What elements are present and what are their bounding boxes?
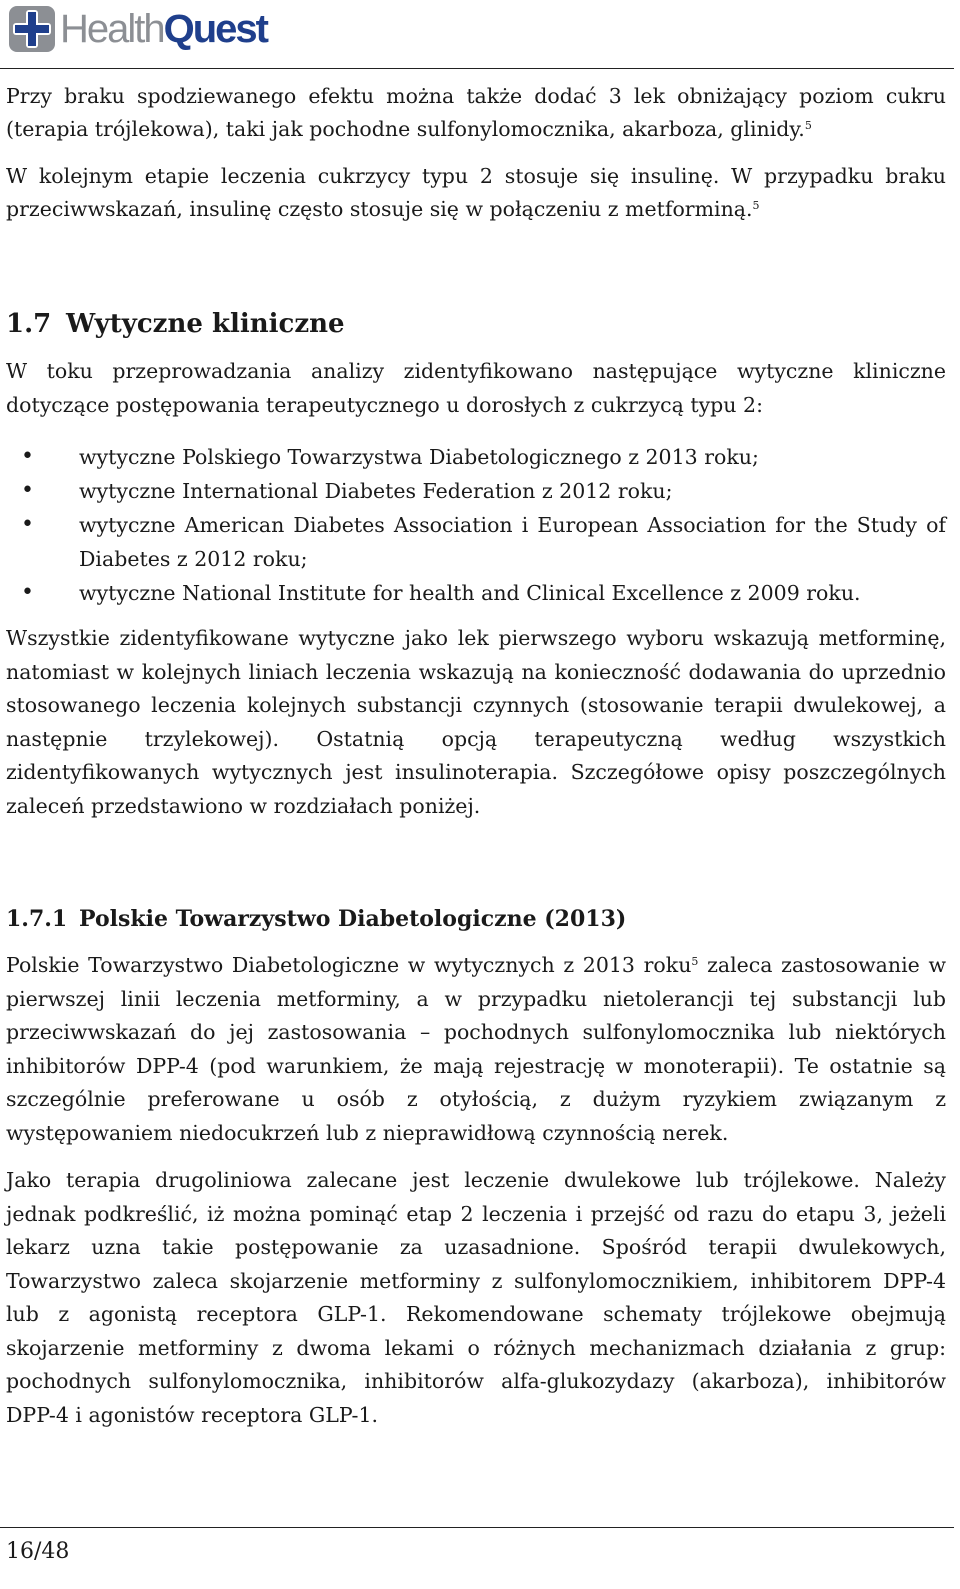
list-item: • wytyczne American Diabetes Association i European Association for the Study of Diabetes z 2012 roku; bbox=[6, 508, 946, 576]
footnote-ref: 5 bbox=[752, 198, 760, 212]
page-content bbox=[6, 80, 946, 1432]
summary-paragraph: Wszystkie zidentyfikowane wytyczne jako lek pierwszego wyboru wskazują metforminę, natomiast w kolejnych liniach leczenia wskazują na konieczność dodawania do uprzednio stosowanego leczenia kolejnych substancji czynnych (stosowanie terapii dwulekowej, a następnie trzylekowej). Ostatnią opcją terapeutyczną według wszystkich zidentyfikowanych wytycznych jest insulinoterapia. Szczegółowe opisy poszczególnych zaleceń przedstawiono w rozdziałach poniżej. bbox=[6, 626, 946, 818]
healthquest-logo bbox=[6, 3, 267, 55]
footnote-ref: 5 bbox=[691, 955, 699, 968]
intro-paragraph-1: Przy braku spodziewanego efektu można także dodać 3 lek obniżający poziom cukru (terapia trójlekowa), taki jak pochodne sulfonylomocznika, akarboza, glinidy.$^5$ bbox=[6, 84, 946, 141]
intro-block bbox=[6, 80, 946, 225]
ptd-paragraph-1: Polskie Towarzystwo Diabetologiczne w wytycznych z 2013 roku$^5$ zaleca zastosowanie w pierwszej linii leczenia metforminy, a w przypadku nietolerancji tej substancji lub przeciwwskazań do jej zastosowania – pochodnych sulfonylomocznika lub niektórych inhibitorów DPP-4 (pod warunkiem, że mają rejestrację w monoterapii). Te ostatnie są szczególnie preferowane u osób z otyłością, z dużym ryzykiem związanym z występowaniem niedocukrzeń lub z nieprawidłową czynnością nerek. bbox=[6, 953, 947, 1145]
cross-logo-icon bbox=[6, 3, 58, 55]
ptd-paragraph-2: Jako terapia drugoliniowa zalecane jest leczenie dwulekowe lub trójlekowe. Należy jednak podkreślić, iż można pominąć etap 2 leczenia i przejść od razu do etapu 3, jeżeli lekarz uzna takie postępowanie za uzasadnione. Spośród terapii dwulekowych, Towarzystwo zaleca skojarzenie metforminy z sulfonylomocznikiem, inhibitorem DPP-4 lub z agonistą receptora GLP-1. Rekomendowane schematy trójlekowe obejmują skojarzenie metforminy z dwoma lekami o różnych mechanizmach działania z grup: pochodnych sulfonylomocznika, inhibitorów alfa-glukozydazy (akarboza), inhibitorów DPP-4 i agonistów receptora GLP-1. bbox=[6, 1168, 946, 1427]
list-item: • wytyczne International Diabetes Federation z 2012 roku; bbox=[6, 474, 946, 508]
page-number: 16/48 bbox=[6, 1539, 70, 1564]
section-1-7-body bbox=[6, 355, 946, 823]
guidelines-list bbox=[6, 440, 946, 610]
section-heading-1-7: 1.7 Wytyczne kliniczne bbox=[6, 309, 345, 339]
list-item: • wytyczne Polskiego Towarzystwa Diabetologicznego z 2013 roku; bbox=[6, 440, 946, 474]
list-item: • wytyczne National Institute for health and Clinical Excellence z 2009 roku. bbox=[6, 576, 946, 610]
section-heading-1-7-1: 1.7.1 Polskie Towarzystwo Diabetologiczne (2013) bbox=[6, 906, 627, 932]
header-divider bbox=[0, 68, 954, 69]
logo-wordmark: HealthQuest bbox=[60, 7, 267, 51]
intro-paragraph-2: W kolejnym etapie leczenia cukrzycy typu 2 stosuje się insulinę. W przypadku braku przeciwwskazań, insulinę często stosuje się w połączeniu z metforminą.$^5$ bbox=[6, 164, 946, 221]
section-lead-paragraph: W toku przeprowadzania analizy zidentyfikowano następujące wytyczne kliniczne dotyczące postępowania terapeutycznego u dorosłych z cukrzycą typu 2: bbox=[6, 359, 946, 417]
section-1-7-1-body bbox=[6, 949, 946, 1432]
footnote-ref: 5 bbox=[804, 118, 812, 132]
footer-divider bbox=[0, 1527, 954, 1528]
